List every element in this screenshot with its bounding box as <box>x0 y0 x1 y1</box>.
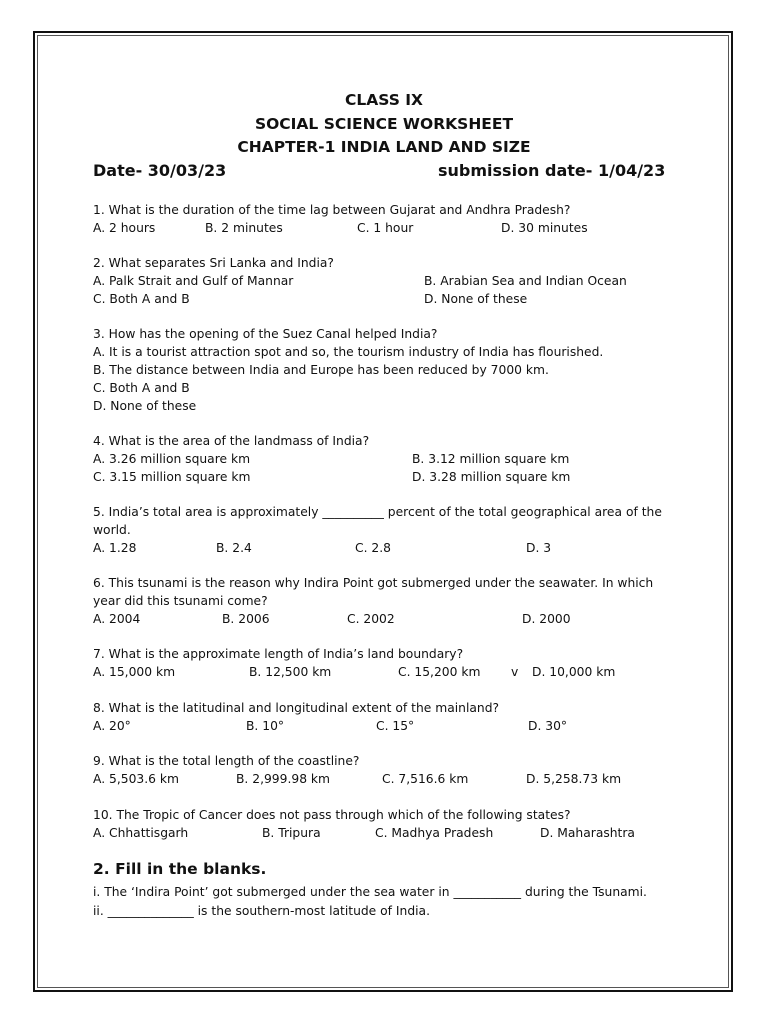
question-stem: 9. What is the total length of the coastline? <box>93 754 360 768</box>
question-stem: 6. This tsunami is the reason why Indira Point got submerged under the seawater. In which year did this tsunami come? <box>93 576 654 608</box>
option-d: D. 10,000 km <box>532 665 616 679</box>
option-d: D. 2000 <box>522 612 571 626</box>
option-row <box>93 610 683 628</box>
option-row <box>93 290 683 308</box>
option-b: B. 10° <box>246 719 285 733</box>
section-2-heading: 2. Fill in the blanks. <box>93 860 267 878</box>
option-row <box>93 717 683 735</box>
option-c: C. 2.8 <box>355 541 391 555</box>
question-1 <box>93 201 683 237</box>
option-c: C. Both A and B <box>93 292 190 306</box>
option-b: B. 2.4 <box>216 541 252 555</box>
question-10 <box>93 806 683 842</box>
subject-title: SOCIAL SCIENCE WORKSHEET <box>254 115 514 133</box>
option-a: A. Chhattisgarh <box>93 826 189 840</box>
question-stem: 5. India’s total area is approximately __________ percent of the total geographical area of the world. <box>93 505 662 537</box>
option-b: B. 2 minutes <box>205 221 283 235</box>
option-row <box>93 663 683 681</box>
option-row <box>93 824 683 842</box>
option-c: C. 15° <box>376 719 415 733</box>
option-d: D. 3 <box>526 541 552 555</box>
option-a: A. 1.28 <box>93 541 137 555</box>
question-stem: 4. What is the area of the landmass of India? <box>93 434 370 448</box>
option-c: C. Both A and B <box>93 381 190 395</box>
question-stem: 1. What is the duration of the time lag between Gujarat and Andhra Pradesh? <box>93 203 571 217</box>
worksheet-date: Date- 30/03/23 <box>93 161 227 180</box>
question-6 <box>93 574 683 628</box>
option-c: C. 15,200 km <box>398 665 481 679</box>
option-b: B. 12,500 km <box>249 665 332 679</box>
question-4 <box>93 432 683 486</box>
option-a: A. 2004 <box>93 612 141 626</box>
option-a: A. 20° <box>93 719 131 733</box>
option-row <box>93 468 683 486</box>
question-stem: 8. What is the latitudinal and longitudinal extent of the mainland? <box>93 701 500 715</box>
option-c: C. 2002 <box>347 612 395 626</box>
option-b: B. Arabian Sea and Indian Ocean <box>424 274 627 288</box>
option-c: C. Madhya Pradesh <box>375 826 494 840</box>
option-d: D. 30 minutes <box>501 221 588 235</box>
question-stem: 10. The Tropic of Cancer does not pass through which of the following states? <box>93 808 571 822</box>
question-8 <box>93 699 683 735</box>
question-stem: 3. How has the opening of the Suez Canal helped India? <box>93 327 438 341</box>
answer-mark: v <box>511 665 519 679</box>
option-b: B. 3.12 million square km <box>412 452 570 466</box>
fill-blank-2: ii. ______________ is the southern-most latitude of India. <box>93 904 431 918</box>
option-a: A. 3.26 million square km <box>93 452 251 466</box>
option-d: D. None of these <box>93 399 197 413</box>
question-stem: 2. What separates Sri Lanka and India? <box>93 256 334 270</box>
option-d: D. 5,258.73 km <box>526 772 622 786</box>
question-stem: 7. What is the approximate length of India’s land boundary? <box>93 647 464 661</box>
option-d: D. None of these <box>424 292 528 306</box>
option-b: B. The distance between India and Europe has been reduced by 7000 km. <box>93 363 549 377</box>
option-d: D. Maharashtra <box>540 826 635 840</box>
option-c: C. 7,516.6 km <box>382 772 469 786</box>
option-b: B. 2006 <box>222 612 270 626</box>
option-a: A. Palk Strait and Gulf of Mannar <box>93 274 294 288</box>
option-a: A. 5,503.6 km <box>93 772 179 786</box>
class-title: CLASS IX <box>345 91 423 109</box>
option-row <box>93 219 683 237</box>
option-row <box>93 272 683 290</box>
submission-date: submission date- 1/04/23 <box>438 161 666 180</box>
option-a: A. It is a tourist attraction spot and so, the tourism industry of India has flourished. <box>93 345 604 359</box>
chapter-title: CHAPTER-1 INDIA LAND AND SIZE <box>237 138 531 156</box>
question-5 <box>93 503 683 557</box>
question-2 <box>93 254 683 308</box>
fill-blank-1: i. The ‘Indira Point’ got submerged under the sea water in ___________ during the Tsunami. <box>93 885 647 899</box>
option-d: D. 30° <box>528 719 568 733</box>
option-row <box>93 770 683 788</box>
option-b: B. Tripura <box>262 826 321 840</box>
question-9 <box>93 752 683 788</box>
option-a: A. 2 hours <box>93 221 156 235</box>
option-row <box>93 450 683 468</box>
option-d: D. 3.28 million square km <box>412 470 571 484</box>
option-b: B. 2,999.98 km <box>236 772 331 786</box>
option-row <box>93 539 683 557</box>
option-c: C. 1 hour <box>357 221 414 235</box>
option-c: C. 3.15 million square km <box>93 470 251 484</box>
question-7 <box>93 645 683 681</box>
question-3 <box>93 325 683 415</box>
option-a: A. 15,000 km <box>93 665 176 679</box>
